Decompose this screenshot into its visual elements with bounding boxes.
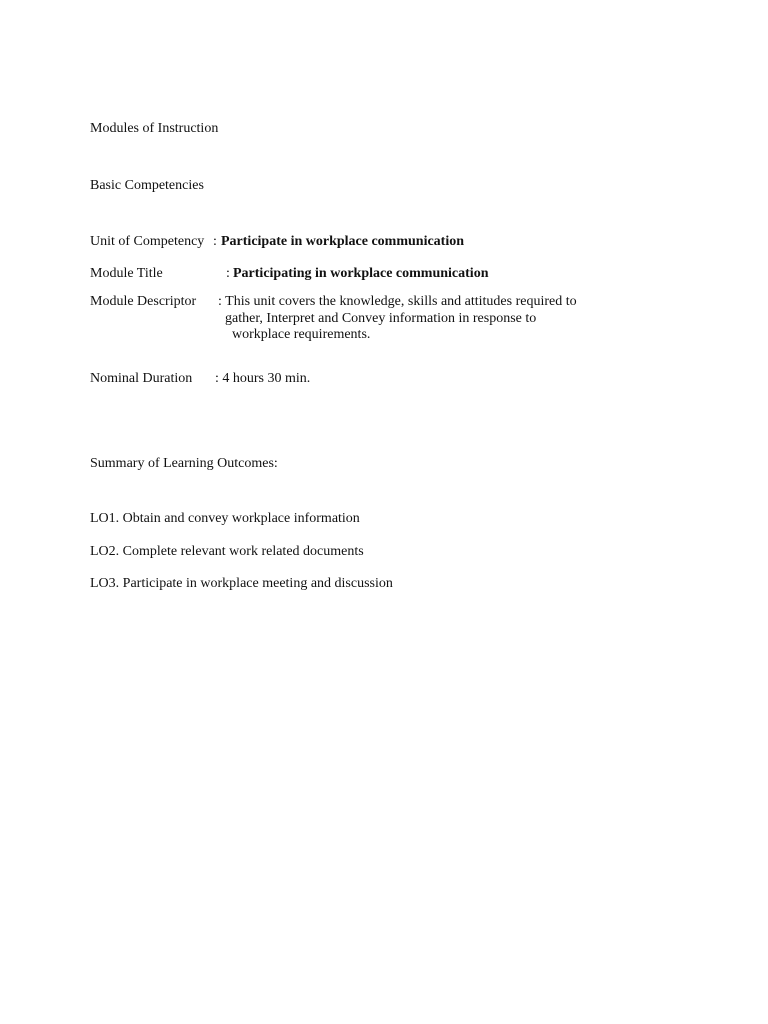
- module-descriptor-line-2: gather, Interpret and Convey information in response to: [225, 311, 537, 326]
- section-title: Basic Competencies: [90, 178, 204, 193]
- module-title-separator: :: [226, 266, 230, 281]
- unit-of-competency-value: Participate in workplace communication: [221, 234, 465, 249]
- document-heading: Modules of Instruction: [90, 121, 219, 136]
- learning-outcome-2: LO2. Complete relevant work related documents: [90, 544, 364, 559]
- module-title-label: Module Title: [90, 266, 163, 281]
- module-descriptor-label: Module Descriptor: [90, 294, 197, 309]
- nominal-duration-label: Nominal Duration: [90, 371, 193, 386]
- unit-of-competency-label: Unit of Competency: [90, 234, 205, 249]
- module-descriptor-line-1: : This unit covers the knowledge, skills and attitudes required to: [218, 294, 577, 309]
- module-title-value: Participating in workplace communication: [233, 266, 489, 281]
- learning-outcome-1: LO1. Obtain and convey workplace information: [90, 511, 360, 526]
- nominal-duration-value: : 4 hours 30 min.: [215, 371, 311, 386]
- module-descriptor-line-3: workplace requirements.: [232, 327, 371, 342]
- learning-outcome-3: LO3. Participate in workplace meeting and discussion: [90, 576, 393, 591]
- unit-of-competency-separator: :: [213, 234, 217, 249]
- summary-heading: Summary of Learning Outcomes:: [90, 456, 278, 471]
